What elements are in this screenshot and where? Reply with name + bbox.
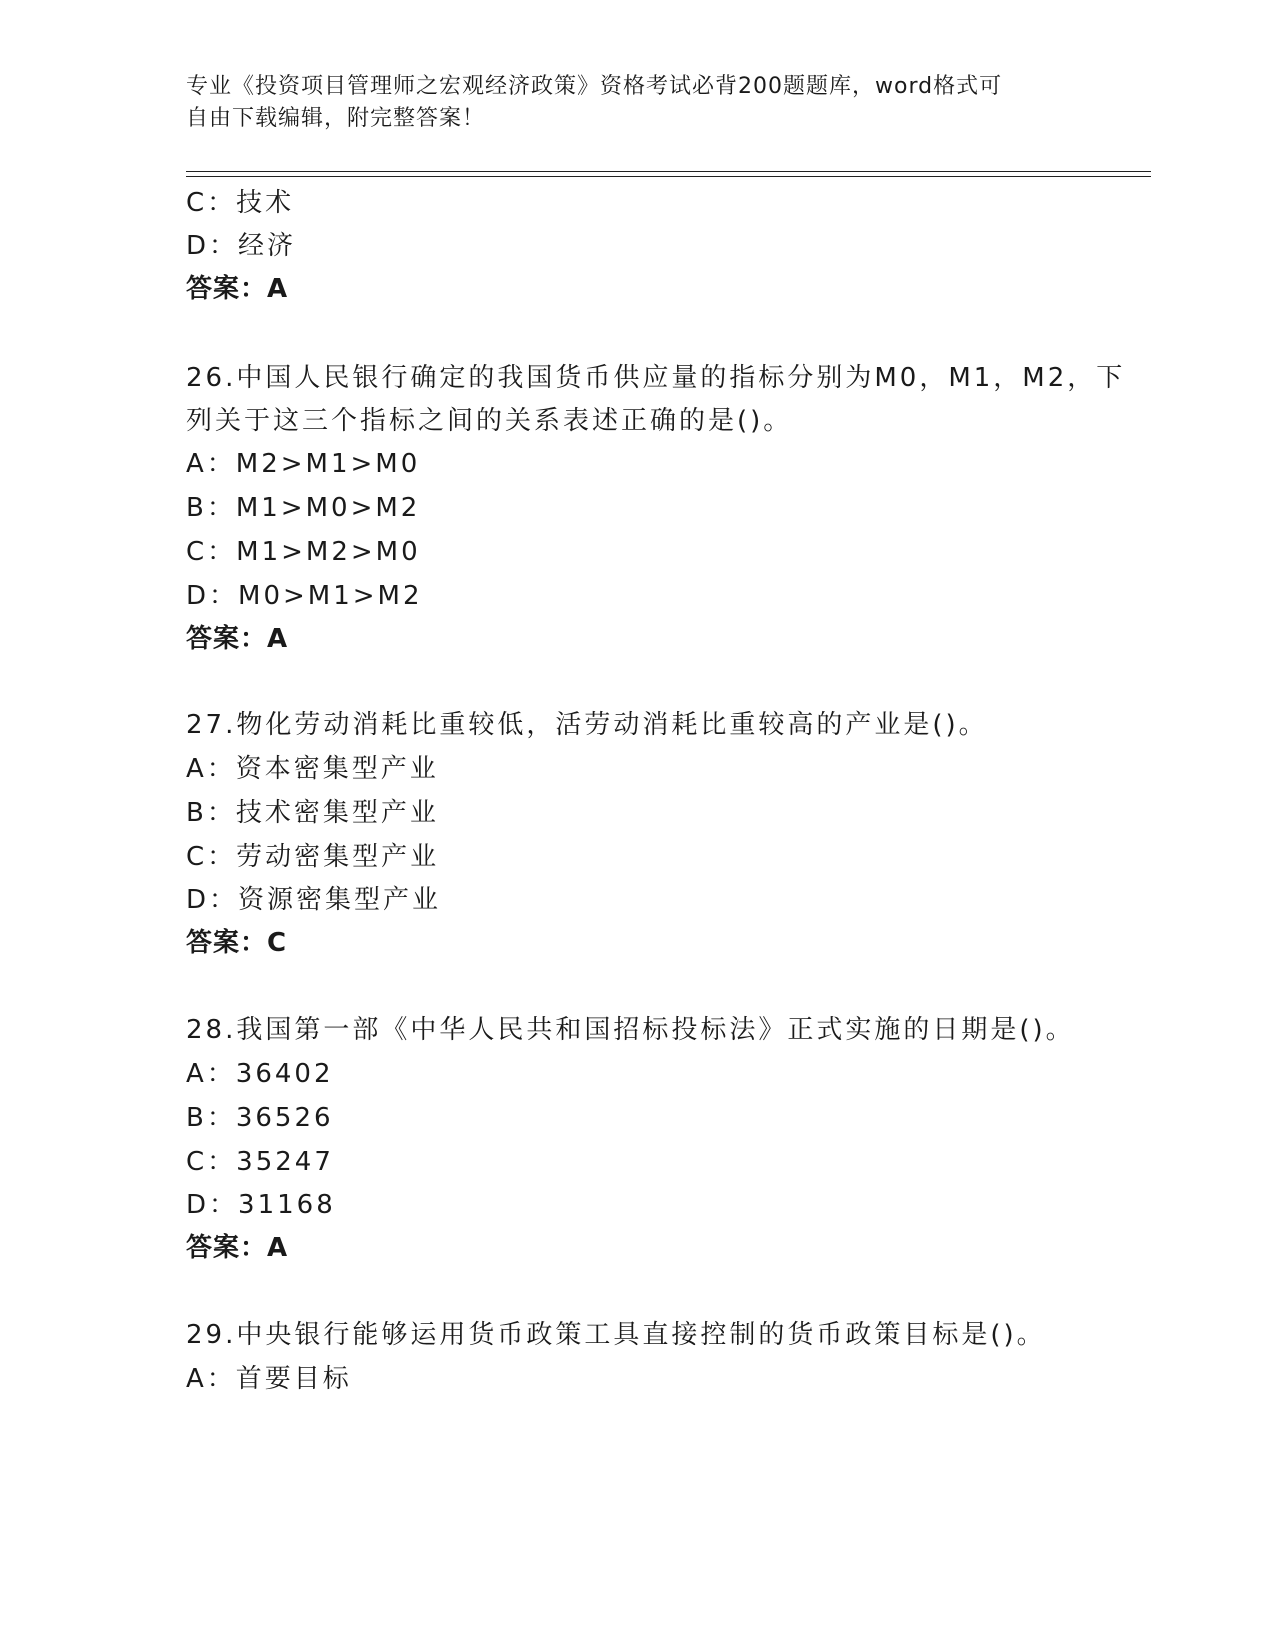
q25-option-d: D：经济 <box>186 231 297 261</box>
document-header-line-2: 自由下载编辑，附完整答案！ <box>186 106 486 131</box>
q27-option-b: B：技术密集型产业 <box>186 798 439 828</box>
q26-option-a: A：M2>M1>M0 <box>186 449 421 479</box>
q29-stem: 29.中央银行能够运用货币政策工具直接控制的货币政策目标是()。 <box>186 1320 1046 1350</box>
q27-answer: 答案：C <box>186 928 288 958</box>
q27-option-c: C：劳动密集型产业 <box>186 842 440 872</box>
q28-option-c: C：35247 <box>186 1147 334 1177</box>
q27-option-d: D：资源密集型产业 <box>186 885 442 915</box>
q26-stem-line-1: 26.中国人民银行确定的我国货币供应量的指标分别为M0，M1，M2，下 <box>186 363 1126 393</box>
q28-option-d: D：31168 <box>186 1190 336 1220</box>
q28-option-b: B：36526 <box>186 1103 334 1133</box>
q27-option-a: A：资本密集型产业 <box>186 754 439 784</box>
q28-option-a: A：36402 <box>186 1059 334 1089</box>
q29-option-a: A：首要目标 <box>186 1364 352 1394</box>
q28-answer: 答案：A <box>186 1233 289 1263</box>
document-header-line-1: 专业《投资项目管理师之宏观经济政策》资格考试必背200题题库，word格式可 <box>186 74 1003 99</box>
q27-stem: 27.物化劳动消耗比重较低，活劳动消耗比重较高的产业是()。 <box>186 710 988 740</box>
q25-option-c: C：技术 <box>186 188 295 218</box>
header-divider-top <box>186 171 1151 172</box>
q26-option-c: C：M1>M2>M0 <box>186 537 421 567</box>
q25-answer: 答案：A <box>186 274 289 304</box>
q26-option-b: B：M1>M0>M2 <box>186 493 421 523</box>
header-divider-bottom <box>186 176 1151 177</box>
q28-stem: 28.我国第一部《中华人民共和国招标投标法》正式实施的日期是()。 <box>186 1015 1075 1045</box>
q26-stem-line-2: 列关于这三个指标之间的关系表述正确的是()。 <box>186 406 793 436</box>
q26-answer: 答案：A <box>186 624 289 654</box>
q26-option-d: D：M0>M1>M2 <box>186 581 423 611</box>
